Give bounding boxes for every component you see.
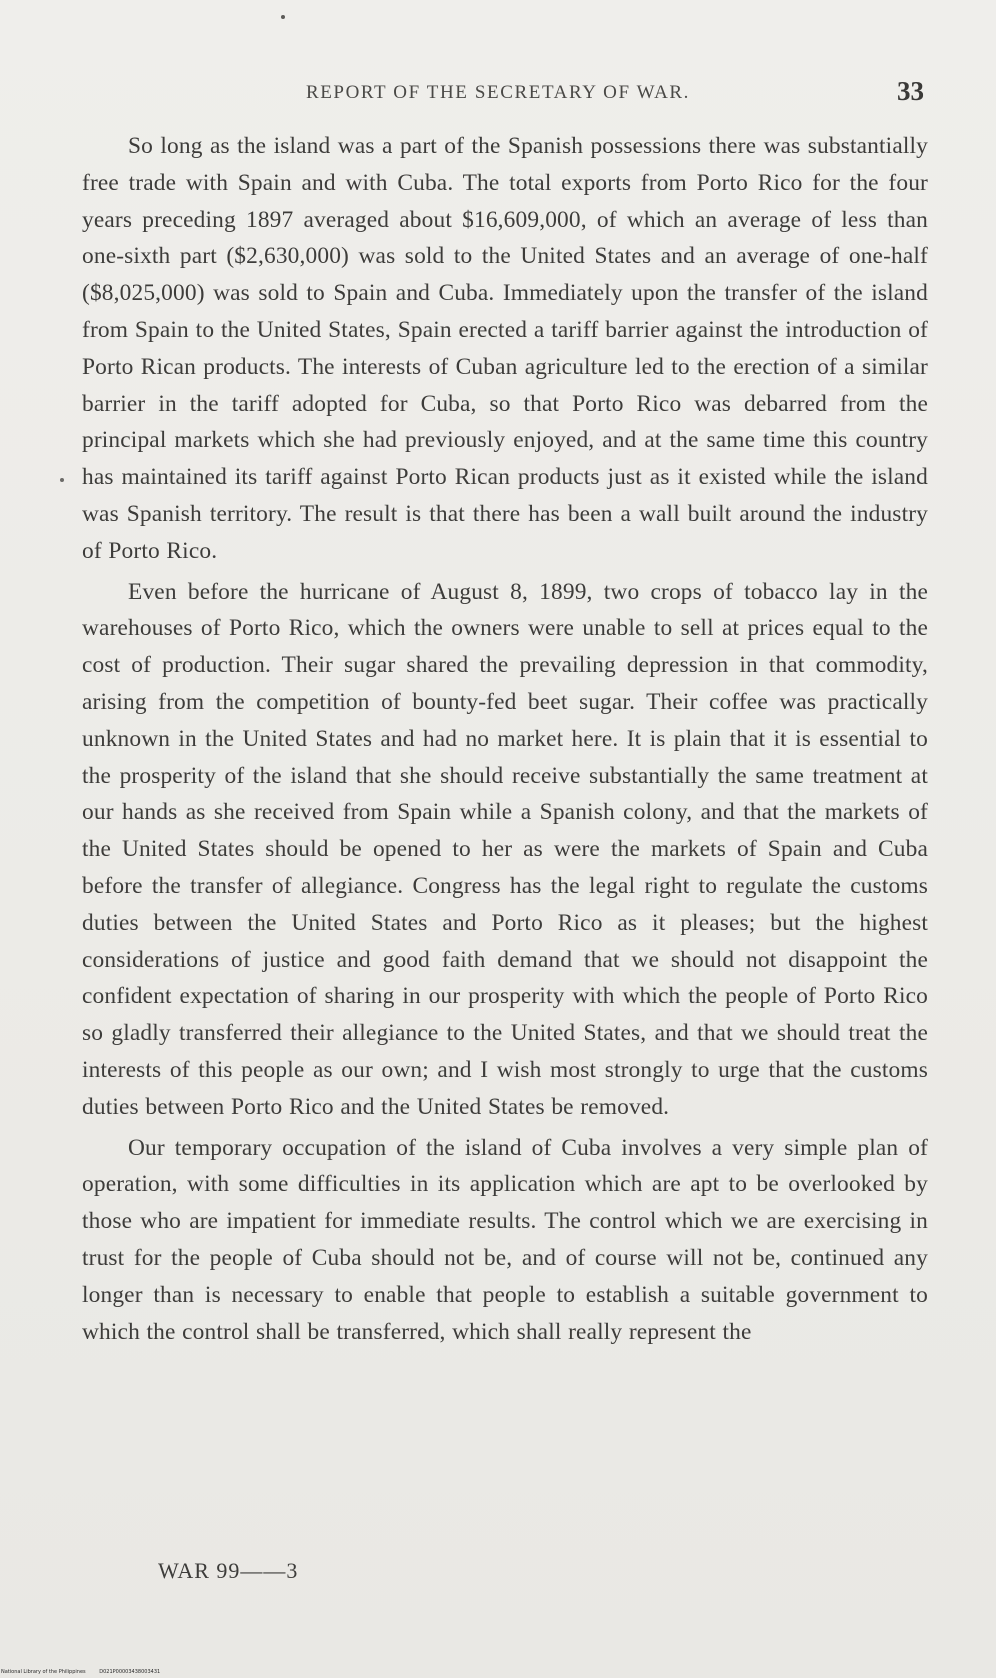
signature-mark: WAR 99——3: [158, 1558, 299, 1583]
margin-ink-speck: [60, 478, 64, 482]
body-text: [82, 128, 928, 1350]
page-header: [0, 76, 996, 116]
page-number: 33: [897, 76, 924, 106]
paragraph-cuba-occupation: Our temporary occupation of the island of Cuba involves a very simple plan of operation, with some difficulties in its application which are apt to be overlooked by those who are impatient for immediate results. The control which we are exercising in trust for the people of Cuba should not be, and of course will not be, continued any longer than is necessary to enable that people to establish a suitable government to which the control shall be transferred, which shall really represent the: [82, 1134, 928, 1345]
top-ink-speck: [281, 15, 285, 19]
footer-credit: [1, 1669, 160, 1675]
paragraph-porto-rico-trade: So long as the island was a part of the Spanish possessions there was substantially free trade with Spain and with Cuba. The total exports from Porto Rico for the four years preceding 1897 averaged about $16,609,000, of which an average of less than one-sixth part ($2,630,000) was sold to the United States and an average of one-half ($8,025,000) was sold to Spain and Cuba. Immediately upon the transfer of the island from Spain to the United States, Spain erected a tariff barrier against the introduction of Porto Rican products. The interests of Cuban agriculture led to the erection of a similar barrier in the tariff adopted for Cuba, so that Porto Rico was debarred from the principal markets which she had previously enjoyed, and at the same time this country has maintained its tariff against Porto Rican products just as it existed while the island was Spanish territory. The result is that there has been a wall built around the industry of Porto Rico.: [82, 133, 928, 564]
footer-identifier: D021P00003438003431: [99, 1669, 161, 1675]
paragraph-hurricane-markets: Even before the hurricane of August 8, 1899, two crops of tobacco lay in the warehouses of Porto Rico, which the owners were unable to sell at prices equal to the cost of production. Their sugar shared the prevailing depression in that commodity, arising from the competition of bounty-fed beet sugar. Their coffee was practically unknown in the United States and had no market here. It is plain that it is essential to the prosperity of the island that she should receive substantially the same treatment at our hands as she received from Spain while a Spanish colony, and that the markets of the United States should be opened to her as were the markets of Spain and Cuba before the transfer of allegiance. Congress has the legal right to regulate the customs duties between the United States and Porto Rico as it pleases; but the highest considerations of justice and good faith demand that we should not disappoint the confident expectation of sharing in our prosperity with which the people of Porto Rico so gladly transferred their allegiance to the United States, and that we should treat the interests of this people as our own; and I wish most strongly to urge that the customs duties between Porto Rico and the United States be removed.: [82, 578, 928, 1120]
running-head: REPORT OF THE SECRETARY OF WAR.: [305, 82, 691, 103]
footer-library-credit: National Library of the Philippines: [1, 1669, 86, 1675]
